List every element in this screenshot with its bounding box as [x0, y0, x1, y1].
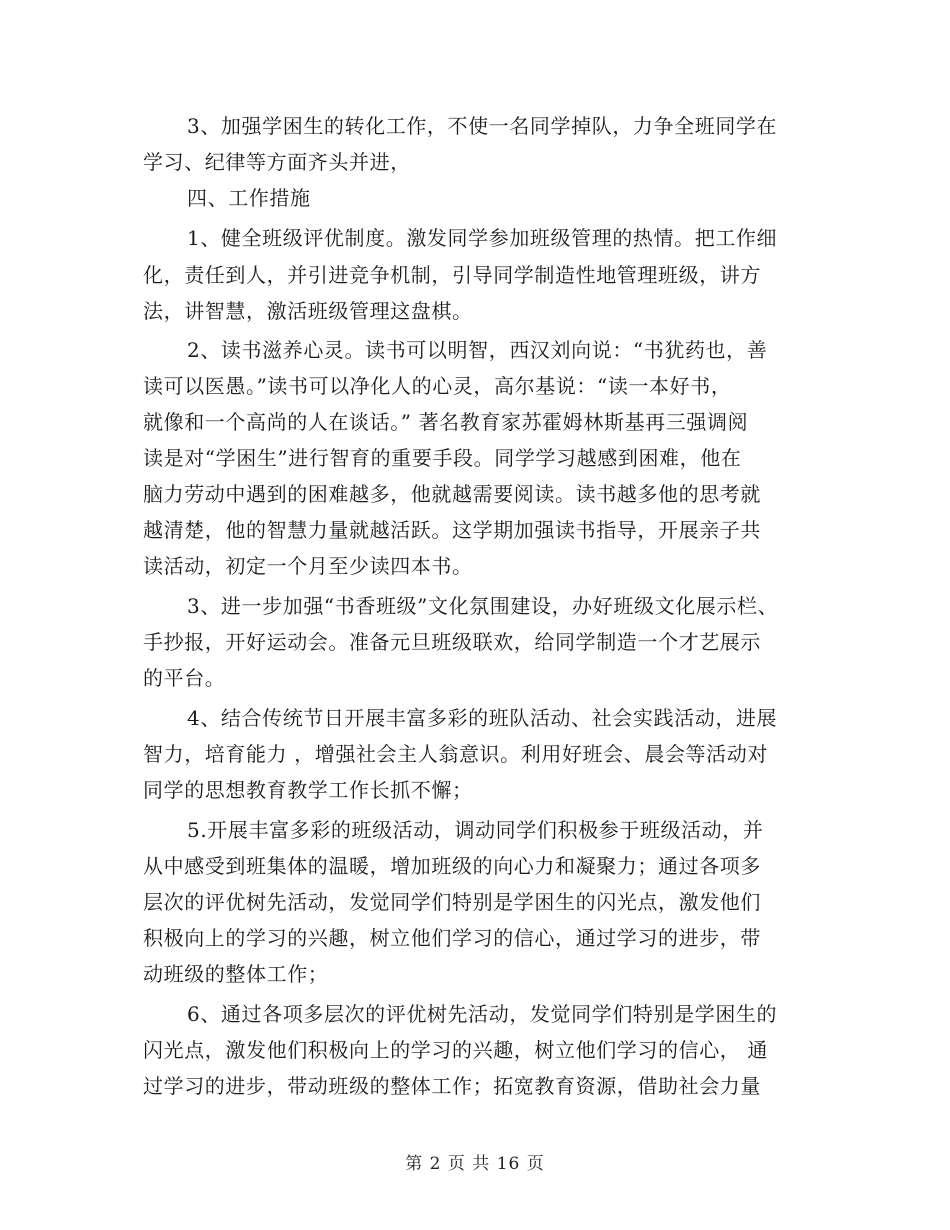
paragraph-line: 层次的评优树先活动，发觉同学们特别是学困生的闪光点，激发他们 — [143, 890, 761, 914]
paragraph-line: 读可以医愚。”读书可以净化人的心灵，高尔基说：“读一本好书， — [143, 374, 732, 398]
section-heading: 四、工作措施 — [187, 186, 311, 210]
page-number-footer: 第 2 页 共 16 页 — [405, 1154, 545, 1174]
paragraph-line: 动班级的整体工作； — [143, 962, 329, 986]
paragraph-line: 3、加强学困生的转化工作，不使一名同学掉队，力争全班同学在 — [187, 114, 778, 138]
paragraph-line: 闪光点，激发他们积极向上的学习的兴趣，树立他们学习的信心， 通 — [143, 1038, 768, 1062]
paragraph-line: 越清楚，他的智慧力量就越活跃。这学期加强读书指导，开展亲子共 — [143, 518, 761, 542]
paragraph-line: 同学的思想教育教学工作长抓不懈； — [143, 778, 473, 802]
paragraph-line: 智力，培育能力 ，增强社会主人翁意识。利用好班会、晨会等活动对 — [143, 742, 768, 766]
paragraph-line: 学习、纪律等方面齐头并进， — [143, 150, 411, 174]
paragraph-line: 从中感受到班集体的温暖，增加班级的向心力和凝聚力；通过各项多 — [143, 854, 761, 878]
paragraph-line: 3、进一步加强“书香班级”文化氛围建设，办好班级文化展示栏、 — [187, 594, 779, 618]
paragraph-line: 1、健全班级评优制度。激发同学参加班级管理的热情。把工作细 — [187, 226, 778, 250]
paragraph-line: 5.开展丰富多彩的班级活动，调动同学们积极参于班级活动，并 — [187, 818, 764, 842]
paragraph-line: 过学习的进步，带动班级的整体工作；拓宽教育资源，借助社会力量 — [143, 1074, 761, 1098]
paragraph-line: 6、通过各项多层次的评优树先活动，发觉同学们特别是学困生的 — [187, 1002, 778, 1026]
paragraph-line: 手抄报，开好运动会。准备元旦班级联欢，给同学制造一个才艺展示 — [143, 630, 761, 654]
paragraph-line: 的平台。 — [143, 666, 226, 690]
paragraph-line: 2、读书滋养心灵。读书可以明智，西汉刘向说：“书犹药也，善 — [187, 338, 768, 362]
paragraph-line: 读活动，初定一个月至少读四本书。 — [143, 554, 473, 578]
paragraph-line: 4、结合传统节日开展丰富多彩的班队活动、社会实践活动，进展 — [187, 706, 778, 730]
paragraph-line: 法，讲智慧，激活班级管理这盘棋。 — [143, 299, 473, 323]
paragraph-line: 读是对“学困生”进行智育的重要手段。同学学习越感到困难，他在 — [143, 446, 742, 470]
paragraph-line: 就像和一个高尚的人在谈话。” 著名教育家苏霍姆林斯基再三强调阅 — [143, 410, 749, 434]
paragraph-line: 积极向上的学习的兴趣，树立他们学习的信心，通过学习的进步，带 — [143, 926, 761, 950]
paragraph-line: 脑力劳动中遇到的困难越多，他就越需要阅读。读书越多他的思考就 — [143, 482, 761, 506]
paragraph-line: 化，责任到人，并引进竞争机制，引导同学制造性地管理班级，讲方 — [143, 263, 761, 287]
